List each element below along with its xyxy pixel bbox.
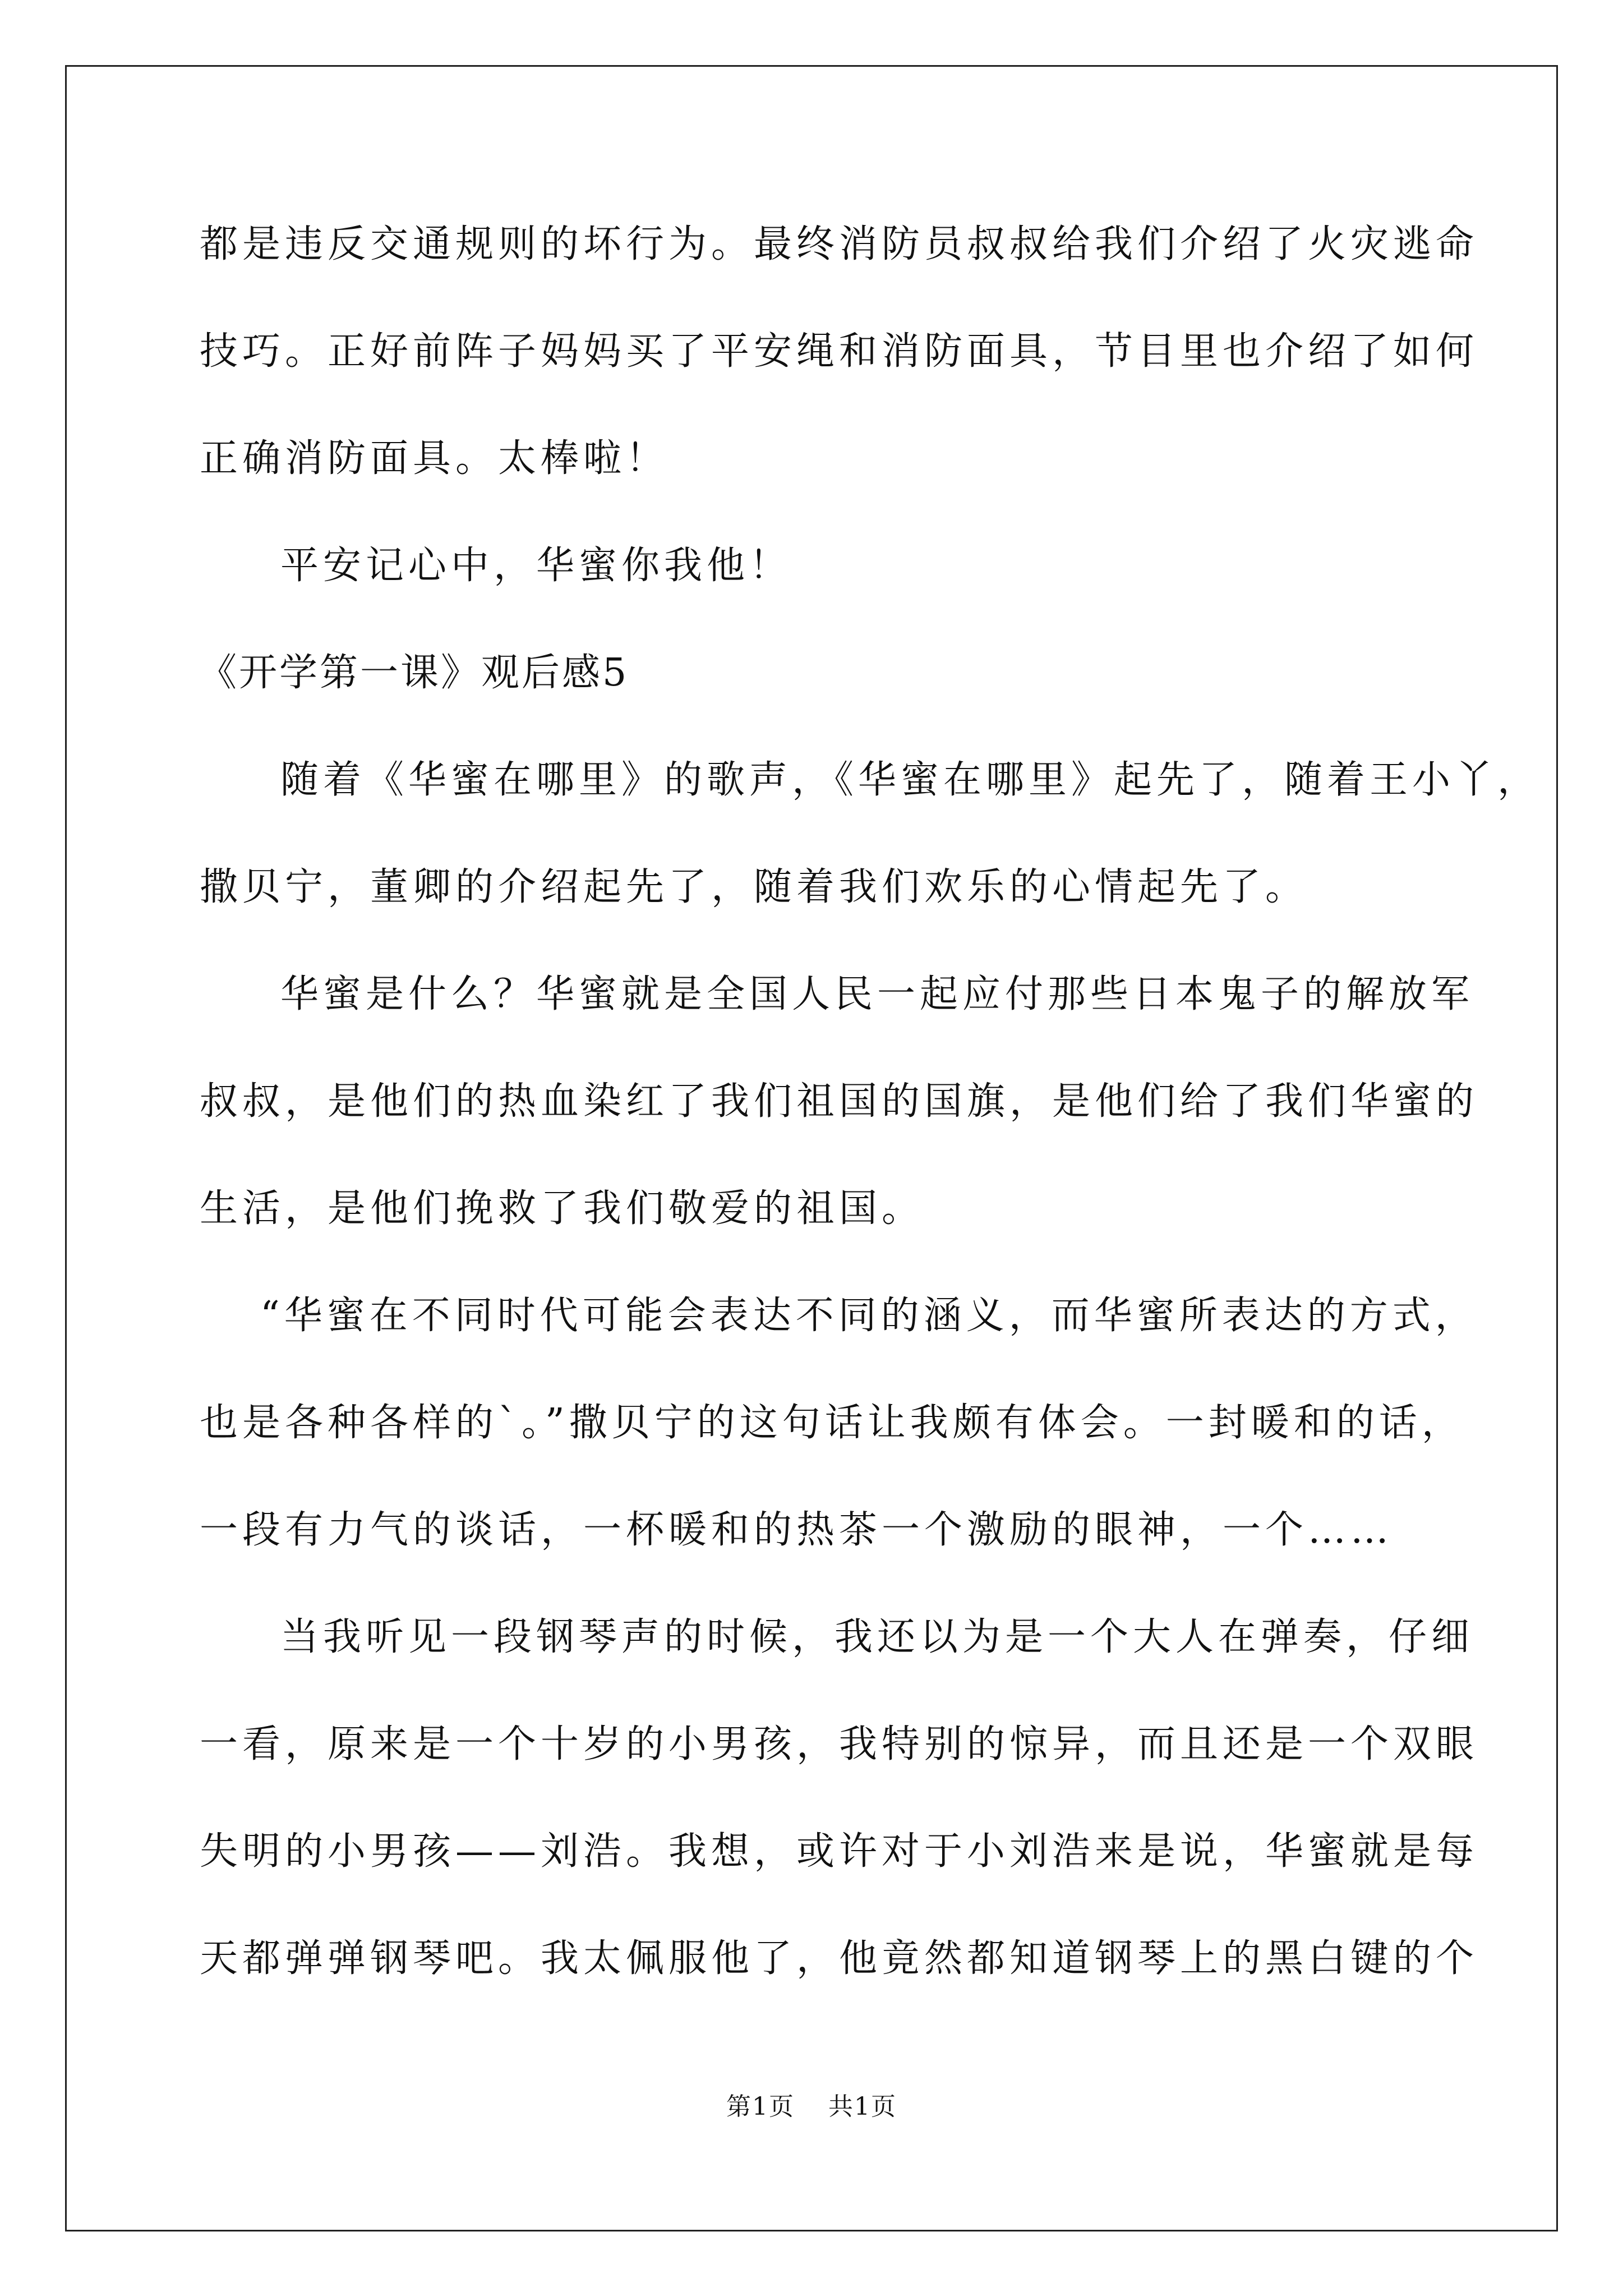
body-line: 一段有力气的谈话，一杯暖和的热茶一个激励的眼神，一个…… [200, 1508, 1394, 1552]
body-line: 都是违反交通规则的坏行为。最终消防员叔叔给我们介绍了火灾逃命 [200, 222, 1479, 266]
paragraph-start-line: 华蜜是什么？华蜜就是全国人民一起应付那些日本鬼子的解放军 [280, 972, 1474, 1016]
body-line: 失明的小男孩——刘浩。我想，或许对于小刘浩来是说，华蜜就是每 [200, 1829, 1479, 1874]
page-number-current: 第1页 [726, 2092, 795, 2121]
paragraph-start-line: 平安记心中，华蜜你我他！ [280, 544, 792, 588]
body-line: 叔叔，是他们的热血染红了我们祖国的国旗，是他们给了我们华蜜的 [200, 1079, 1479, 1124]
body-line: 正确消防面具。太棒啦！ [200, 436, 669, 481]
paragraph-start-line: “华蜜在不同时代可能会表达不同的涵义，而华蜜所表达的方式， [260, 1294, 1478, 1338]
body-line: 天都弹弹钢琴吧。我太佩服他了，他竟然都知道钢琴上的黑白键的个 [200, 1936, 1479, 1981]
body-line: 也是各种各样的`。”撒贝宁的这句话让我颇有体会。一封暖和的话， [200, 1401, 1464, 1445]
section-heading: 《开学第一课》观后感5 [199, 651, 629, 695]
page-number-total: 共1页 [828, 2092, 897, 2121]
paragraph-start-line: 随着《华蜜在哪里》的歌声，《华蜜在哪里》起先了，随着王小丫， [280, 758, 1541, 802]
page-footer [0, 2090, 1623, 2124]
body-line: 生活，是他们挽救了我们敬爱的祖国。 [200, 1186, 925, 1231]
paragraph-start-line: 当我听见一段钢琴声的时候，我还以为是一个大人在弹奏，仔细 [280, 1615, 1474, 1659]
body-line: 撒贝宁，董卿的介绍起先了，随着我们欢乐的心情起先了。 [200, 865, 1308, 909]
document-body [199, 218, 1541, 2039]
body-line: 一看，原来是一个十岁的小男孩，我特别的惊异，而且还是一个双眼 [200, 1722, 1479, 1766]
body-line: 技巧。正好前阵子妈妈买了平安绳和消防面具，节目里也介绍了如何 [200, 329, 1479, 374]
